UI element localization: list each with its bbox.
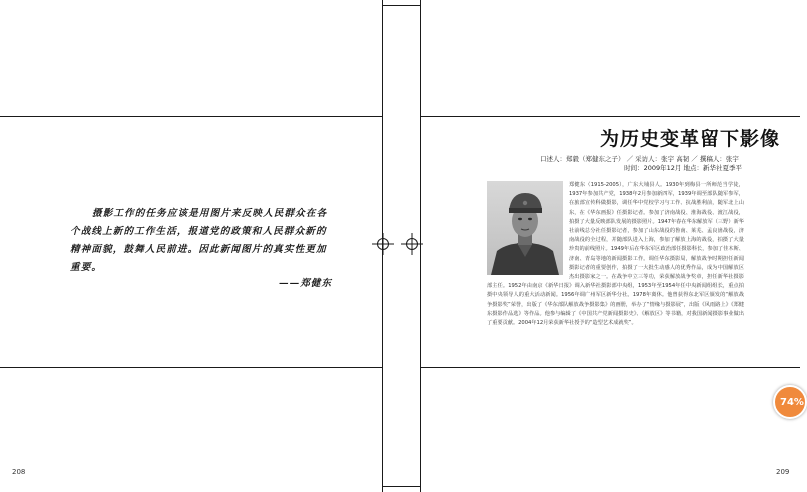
right-top-rule (420, 116, 800, 117)
page-number-left: 208 (12, 468, 26, 476)
article-credits: 口述人：郑毅（郑健东之子） ／ 采访人：张宇 高韧 ／ 撰稿人：张宇 (540, 155, 739, 163)
article-title: 为历史变革留下影像 (600, 128, 781, 150)
reading-progress-label: 74% (780, 396, 804, 408)
left-bottom-rule (0, 367, 382, 368)
top-crop-bar (382, 5, 421, 6)
quote-block (70, 205, 332, 293)
quote-text: 摄影工作的任务应该是用图片来反映人民群众在各个战线上新的工作生活，报道党的政策和人民群众新的精神面貌，鼓舞人民前进。因此新闻图片的真实性更加重要。 (70, 208, 328, 273)
left-top-rule (0, 116, 382, 117)
page-number-right: 209 (776, 468, 790, 476)
registration-mark-left-icon (372, 233, 394, 255)
reading-progress-badge[interactable] (773, 385, 807, 419)
bottom-crop-bar (382, 486, 421, 487)
biography (487, 181, 744, 328)
biography-text: 郑健东（1915-2005），广东大埔县人。1930年到梅县一所师范当学徒，1937年参加共产党，1938年2月参加新四军，1939年调至部队随军参军，在旅部宣传科做摄影，调任华中党校学习与工作、抗战胜利前，随军北上山东，在《华东画报》任摄影记者。参加了济南战役、淮海战役、渡江战役，拍摄了大量反映部队发展的摄影照片。1947年春在华东解放军（三野）新华社前线总分社任摄影记者，参加了山东战役的鲁南、莱芜、孟良崮战役，济南战役的全过程，并随部队进入上海，参加了解放上海的战役，拍摄了大量珍贵的前线照片。1949年后在华东军区政治部任摄影科长，参加了佳木斯、济南、青岛等地的新闻摄影工作。调任华东摄影局，解放战争时期担任新闻摄影记者的重要创作，拍摄了一大批生动感人的优秀作品，成为中国解放区杰出摄影家之一。在战争中立三等功，荣获解放战争奖章，担任新华社摄影部主任。1952年由南京《新华日报》调入新华社摄影部中央组，1953年至1954年任中央新闻组组长，重点拍摄中央领导人的重大活动新闻。1956年调广州军区新华分社。1978年离休。他曾获得东北军区颁发的“解放战争摄影奖”荣誉，出版了《华东部队解放战争摄影集》的画册，举办了“情缘与摄影展”，出版《风雨路上》《郑健东摄影作品选》等作品。他参与编辑了《中国共产党新闻摄影史》、《解放区》等书籍，对我国新闻摄影事业做出了重要贡献。2004年12月荣获新华社授予的“造型艺术成就奖”。 (487, 182, 744, 327)
photo-float-spacer (487, 181, 569, 277)
quote-signature: ——郑健东 (279, 278, 332, 289)
registration-mark-right-icon (401, 233, 423, 255)
article-time-place: 时间：2009年12月 地点：新华社夏季平 (624, 164, 742, 172)
right-bottom-rule (420, 367, 800, 368)
